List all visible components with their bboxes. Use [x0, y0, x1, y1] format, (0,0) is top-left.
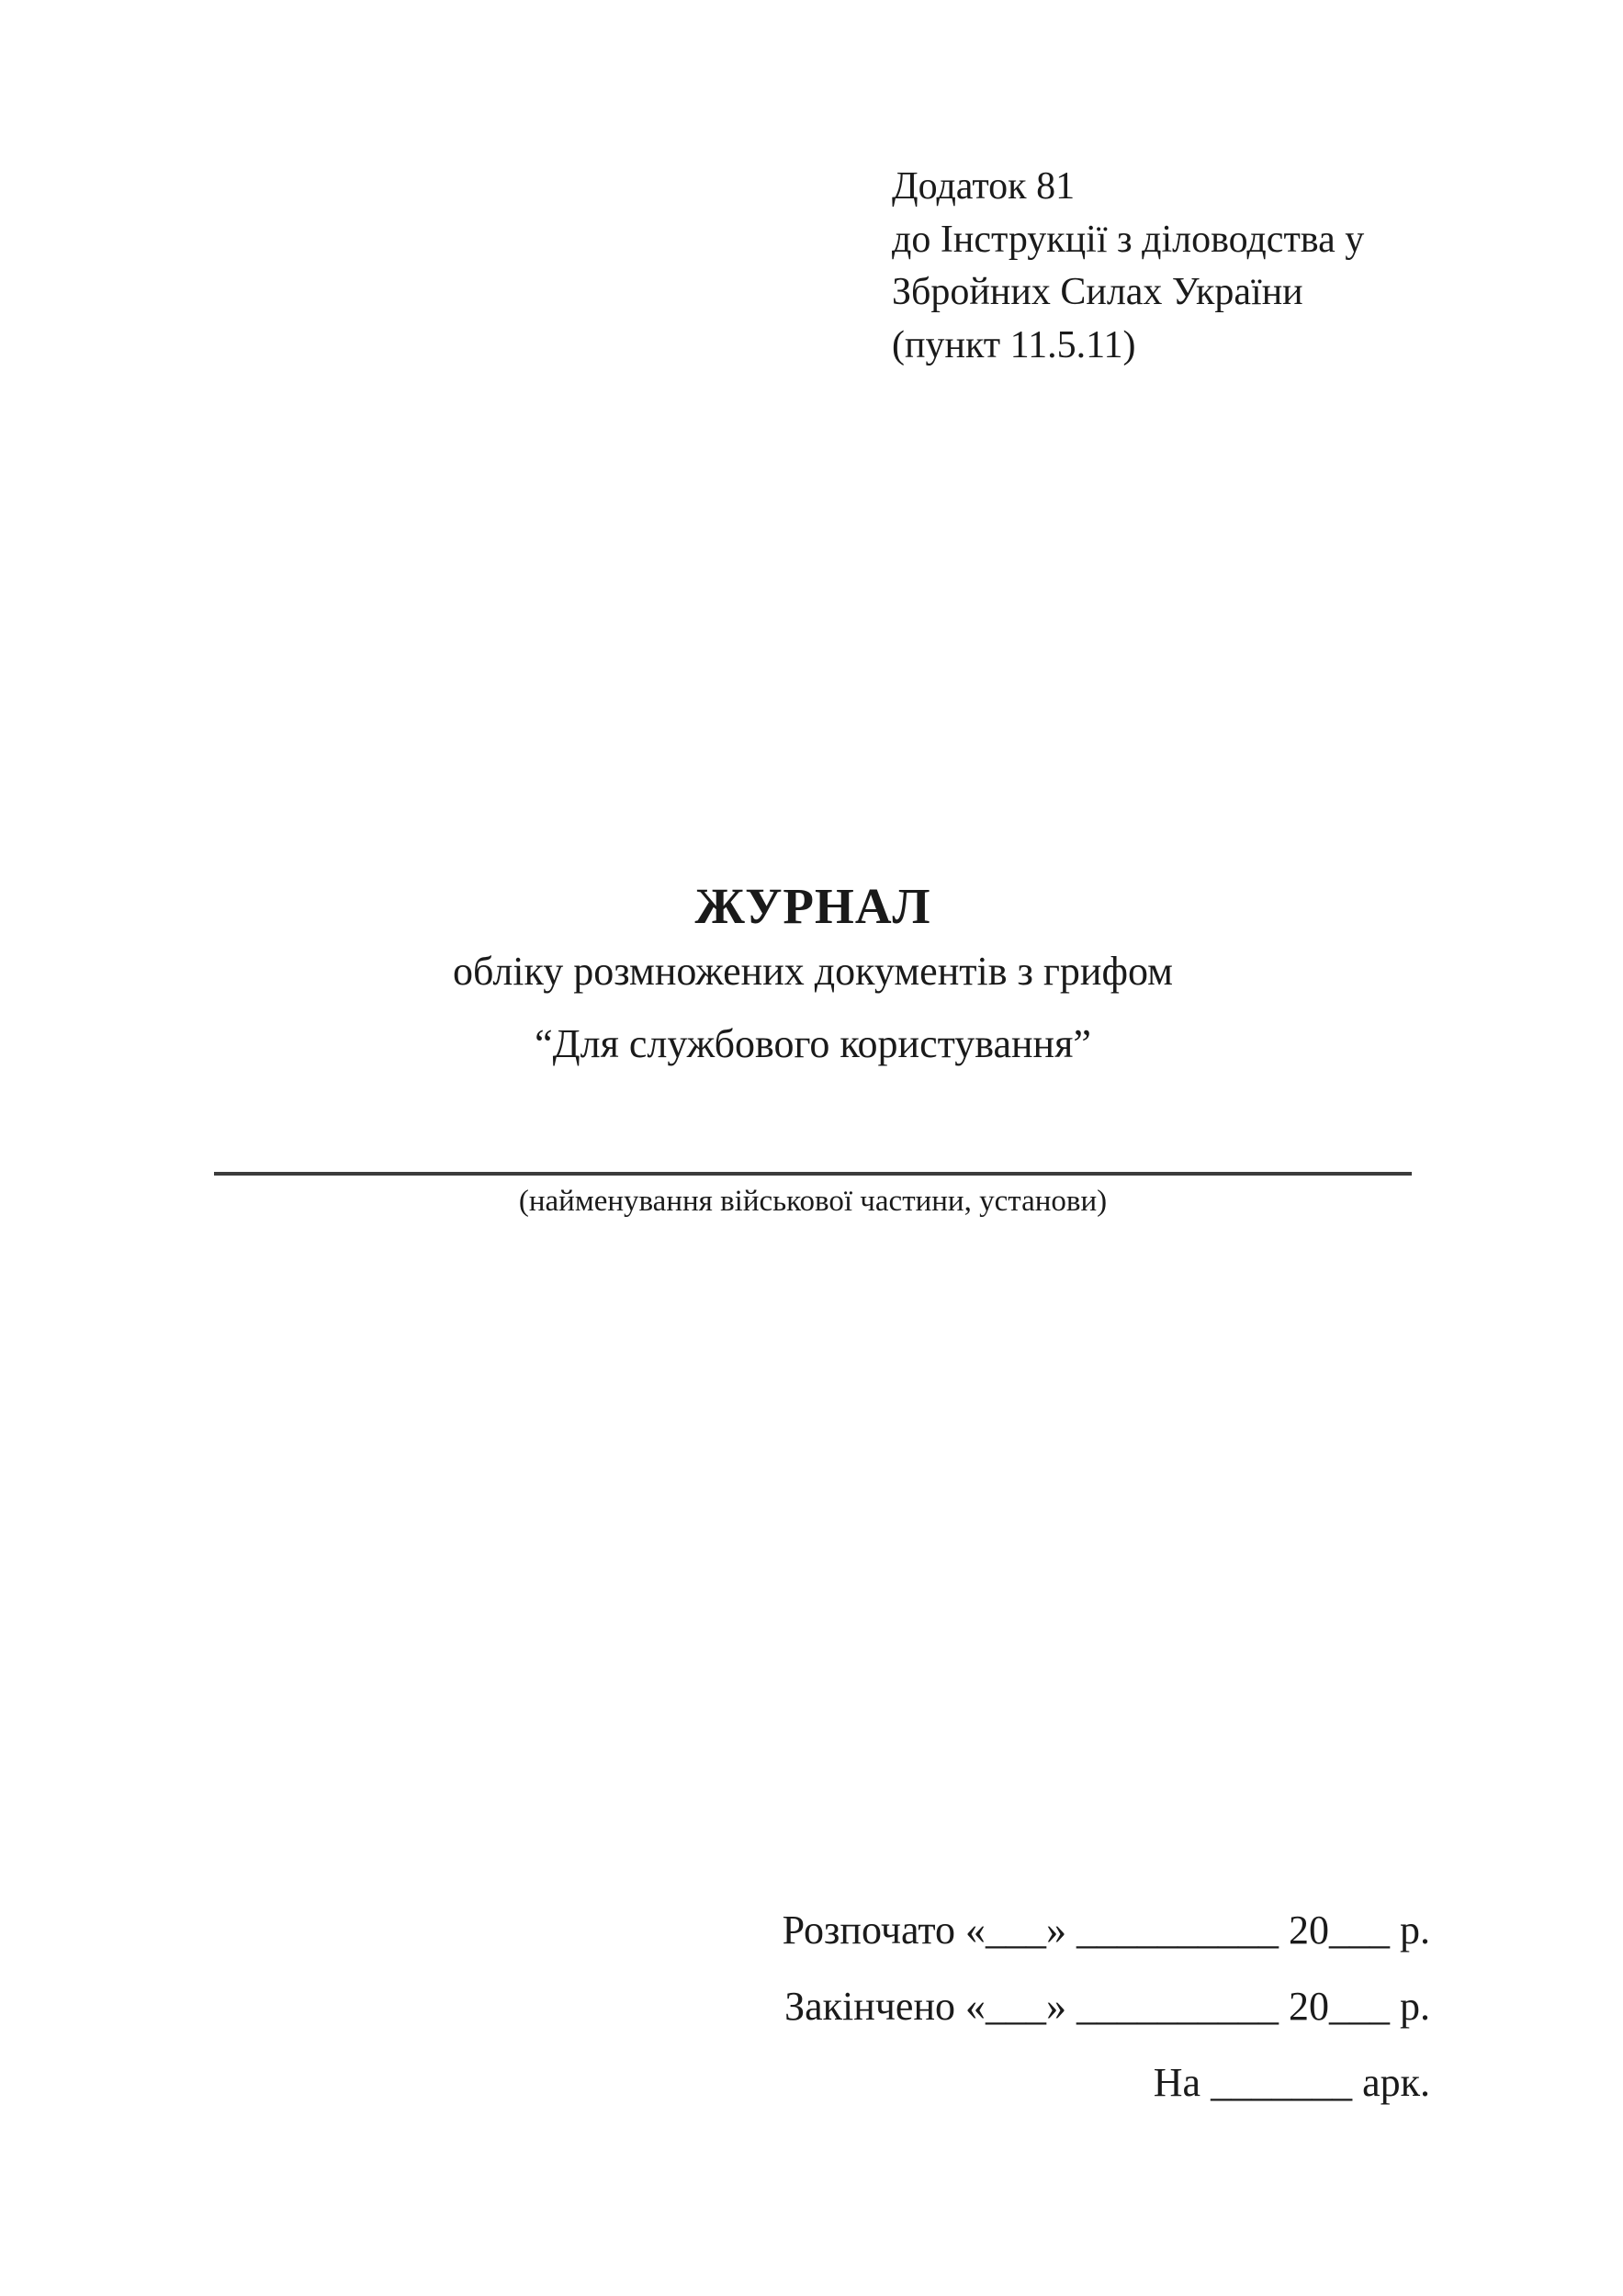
- appendix-armed-forces-line: Збройних Силах України: [892, 271, 1303, 313]
- appendix-clause: (пункт 11.5.11): [892, 323, 1136, 366]
- unit-name-caption: (найменування військової частини, установи): [518, 1185, 1108, 1218]
- appendix-reference-block: [892, 161, 1364, 372]
- appendix-instruction-line: до Інструкції з діловодства у: [892, 218, 1365, 261]
- appendix-number: Додаток 81: [892, 165, 1076, 208]
- started-date-line: Розпочато «___» __________ 20___ р.: [782, 1908, 1430, 1953]
- sheets-count-line: На _______ арк.: [1153, 2060, 1430, 2105]
- journal-subtitle-line2: “Для службового користування”: [535, 1021, 1091, 1066]
- journal-subtitle-line1: обліку розмножених документів з грифом: [453, 949, 1173, 994]
- unit-name-blank-line: [214, 1172, 1412, 1176]
- journal-title: ЖУРНАЛ: [694, 878, 931, 934]
- finished-date-line: Закінчено «___» __________ 20___ р.: [784, 1984, 1430, 2029]
- journal-dates-block: [783, 1892, 1430, 2121]
